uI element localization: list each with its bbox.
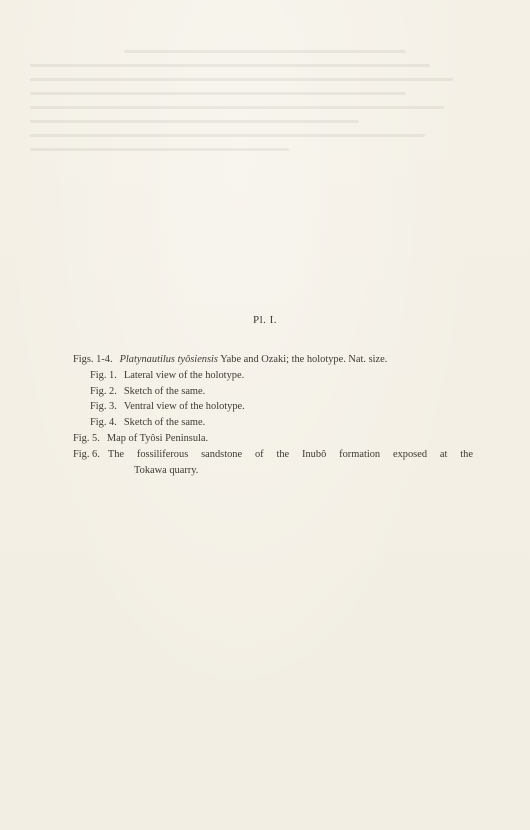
caption-word: the — [460, 448, 473, 460]
caption-word: Inubô — [302, 448, 327, 460]
caption-word: exposed — [392, 448, 428, 460]
caption-text-line-2: Tokawa quarry. — [134, 464, 199, 476]
taxon-name: Platynautilus tyôsiensis — [119, 354, 218, 365]
caption-word: the — [276, 448, 290, 460]
caption-fig-6 — [73, 447, 473, 479]
caption-label: Fig. 6. — [73, 448, 100, 460]
caption-label: Fig. 3. — [90, 401, 117, 413]
plate-title: Pl. I. — [252, 314, 278, 326]
caption-word: formation — [339, 448, 381, 460]
figure-captions — [73, 352, 473, 478]
caption-fig-4 — [73, 415, 473, 431]
caption-text: Lateral view of the holotype. — [123, 369, 245, 381]
caption-label: Fig. 1. — [90, 369, 117, 381]
caption-text: Map of Tyôsi Peninsula. — [106, 432, 209, 444]
caption-text: Ventral view of the holotype. — [123, 401, 245, 413]
caption-fig-1 — [73, 368, 473, 384]
caption-text: Yabe and Ozaki; the holotype. Nat. size. — [217, 354, 388, 365]
caption-word: at — [439, 448, 448, 460]
caption-word: sandstone — [201, 448, 243, 460]
caption-fig-5 — [73, 431, 473, 447]
caption-word: The — [107, 448, 125, 460]
caption-text: Sketch of the same. — [123, 417, 206, 429]
caption-figs-1-4 — [73, 352, 473, 368]
caption-label: Fig. 2. — [90, 385, 117, 397]
caption-label: Fig. 4. — [90, 417, 117, 429]
caption-fig-2 — [73, 384, 473, 400]
caption-word: fossiliferous — [136, 448, 189, 460]
show-through-text — [30, 50, 500, 230]
caption-label: Figs. 1-4. — [73, 354, 113, 365]
caption-text-line-1 — [108, 447, 473, 463]
caption-word: of — [254, 448, 264, 460]
caption-label: Fig. 5. — [73, 432, 100, 444]
caption-text: Sketch of the same. — [123, 385, 206, 397]
caption-fig-3 — [73, 399, 473, 415]
